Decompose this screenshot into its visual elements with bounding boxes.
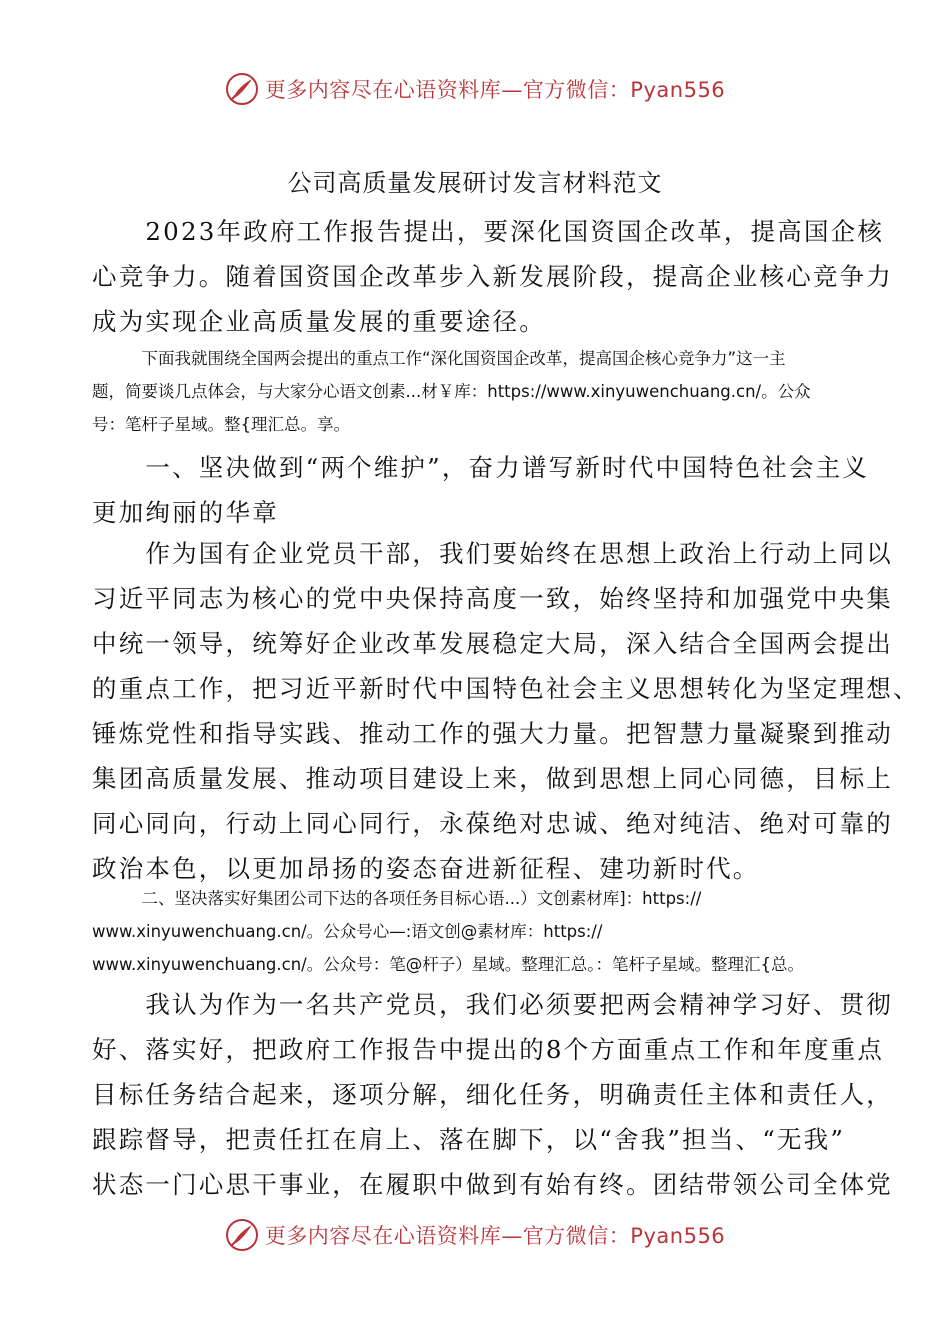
intro-paragraph — [92, 209, 893, 344]
inserted-note-1 — [92, 342, 862, 441]
text-line: 成为实现企业高质量发展的重要途径。 — [92, 307, 546, 336]
text-line: 集团高质量发展、推动项目建设上来，做到思想上同心同德，目标上 — [92, 764, 893, 793]
text-line: 锤炼党性和指导实践、推动工作的强大力量。把智慧力量凝聚到推动 — [92, 719, 893, 748]
quill-logo-icon — [225, 72, 259, 106]
text-line: 的重点工作，把习近平新时代中国特色社会主义思想转化为坚定理想、 — [92, 674, 920, 703]
footer-banner-text: 更多内容尽在心语资料库—官方微信：Pyan556 — [264, 1224, 726, 1248]
text-line: 二、坚决落实好集团公司下达的各项任务目标心语...）文创素材库]：https:// — [92, 889, 702, 908]
text-line: 习近平同志为核心的党中央保持高度一致，始终坚持和加强党中央集 — [92, 584, 893, 613]
text-line: 下面我就围绕全国两会提出的重点工作“深化国资国企改革，提高国企核心竞争力”这一主 — [92, 349, 786, 368]
text-line: 作为国有企业党员干部，我们要始终在思想上政治上行动上同以 — [92, 539, 893, 568]
text-line: 2023年政府工作报告提出，要深化国资国企改革，提高国企核 — [92, 217, 885, 246]
document-title: 公司高质量发展研讨发言材料范文 — [287, 169, 663, 197]
section-2-body — [92, 982, 893, 1207]
header-banner-text: 更多内容尽在心语资料库—官方微信：Pyan556 — [264, 78, 726, 102]
text-line: 同心同向，行动上同心同行，永葆绝对忠诚、绝对纯洁、绝对可靠的 — [92, 809, 893, 838]
text-line: 我认为作为一名共产党员，我们必须要把两会精神学习好、贯彻 — [92, 990, 893, 1019]
text-line: 目标任务结合起来，逐项分解，细化任务，明确责任主体和责任人， — [92, 1080, 893, 1109]
text-line: 一、坚决做到“两个维护”，奋力谱写新时代中国特色社会主义 — [92, 453, 870, 482]
text-line: 心竞争力。随着国资国企改革步入新发展阶段，提高企业核心竞争力 — [92, 262, 893, 291]
text-line: 状态一门心思干事业，在履职中做到有始有终。团结带领公司全体党 — [92, 1170, 893, 1199]
section-1-heading — [92, 445, 870, 535]
text-line: 题，简要谈几点体会，与大家分心语文创素...材￥库：https://www.xinyuwenchuang.cn/。公众 — [92, 382, 811, 401]
text-line: 号：笔杆子星域。整{理汇总。享。 — [92, 415, 350, 434]
header-banner — [0, 72, 950, 106]
inserted-note-2 — [92, 882, 862, 981]
text-line: 中统一领导，统筹好企业改革发展稳定大局，深入结合全国两会提出 — [92, 629, 893, 658]
quill-logo-icon — [225, 1218, 259, 1252]
text-line: 政治本色，以更加昂扬的姿态奋进新征程、建功新时代。 — [92, 854, 760, 883]
text-line: 好、落实好，把政府工作报告中提出的8个方面重点工作和年度重点 — [92, 1035, 885, 1064]
footer-banner — [0, 1218, 950, 1252]
text-line: 更加绚丽的华章 — [92, 498, 279, 527]
text-line: www.xinyuwenchuang.cn/。公众号：笔@杆子）星域。整理汇总。：笔杆子星域。整理汇{总。 — [92, 955, 804, 974]
section-1-body — [92, 531, 920, 891]
text-line: www.xinyuwenchuang.cn/。公众号心—:语文创@素材库：https:// — [92, 922, 603, 941]
text-line: 跟踪督导，把责任扛在肩上、落在脚下，以“舍我”担当、“无我” — [92, 1125, 846, 1154]
